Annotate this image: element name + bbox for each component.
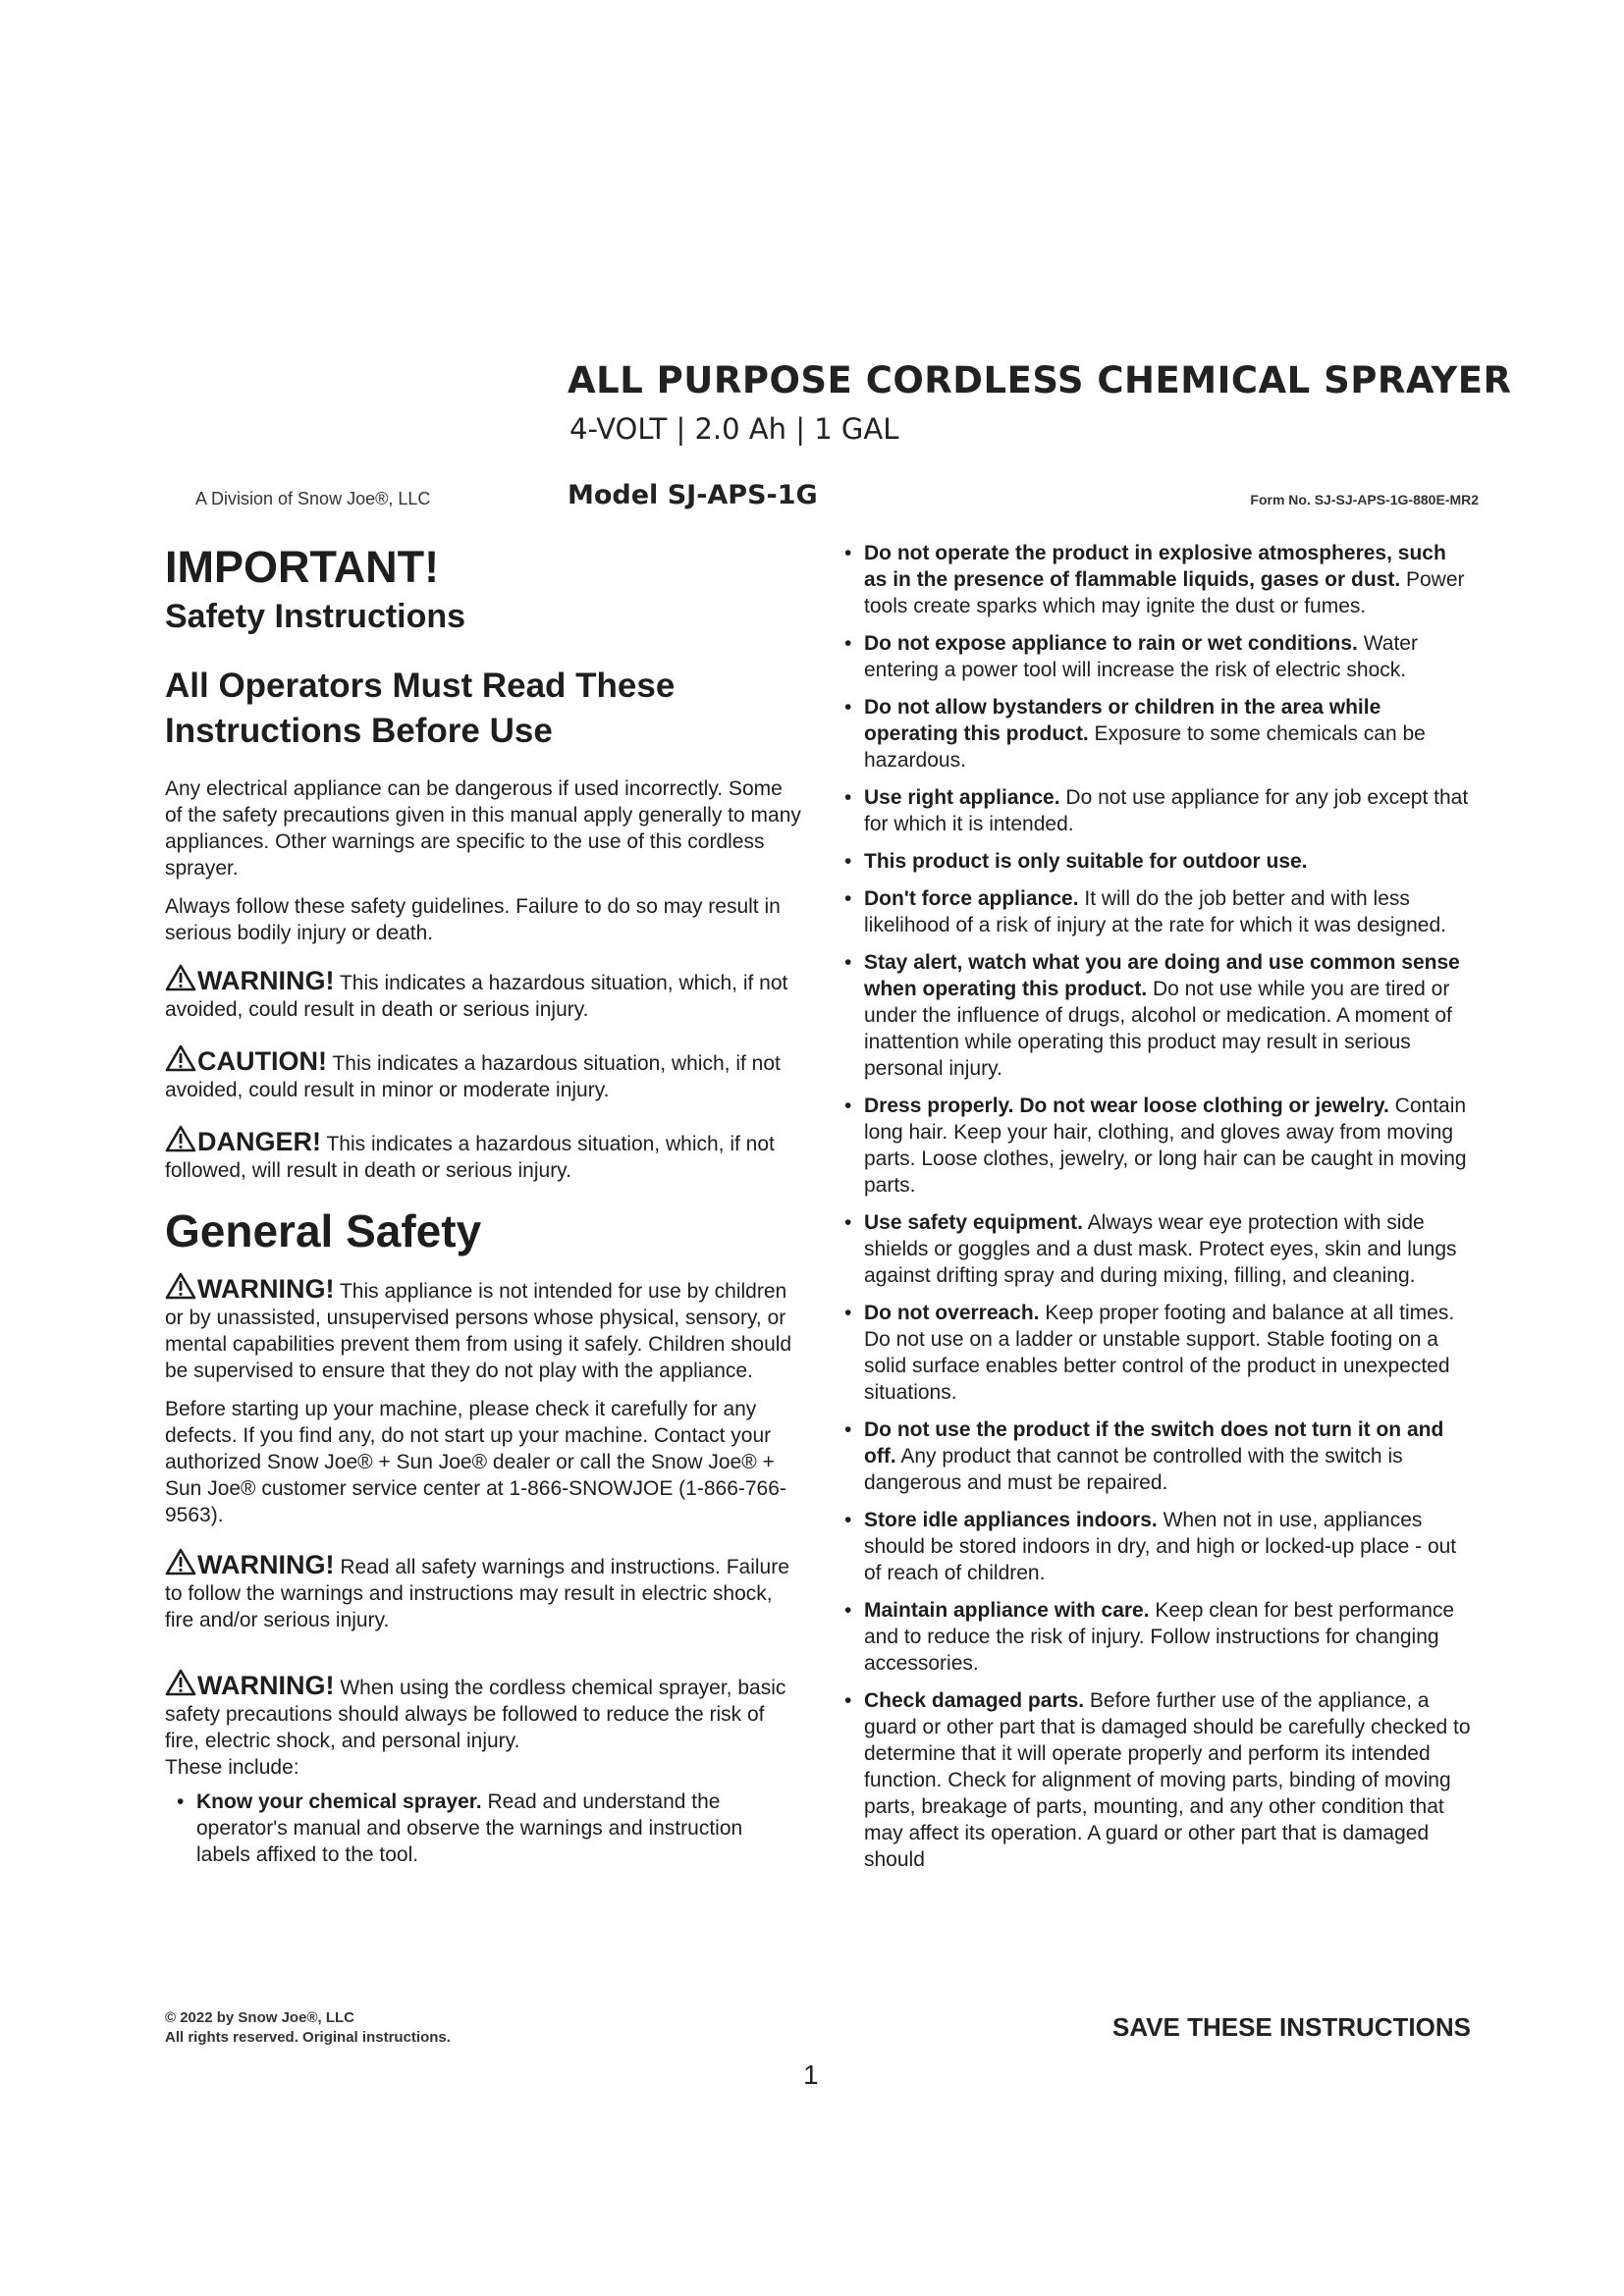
general-safety-heading: General Safety [165,1205,482,1256]
guidelines-paragraph: Always follow these safety guidelines. Failure to do so may result in serious bodily injury or death. [165,895,781,944]
notice-text: Read all safety warnings and instructions. Failure to follow the warnings and instructions may result in electric shock, fire and/or serious injury. [165,1556,789,1631]
bullet-lead: Do not use the product if the switch does not turn it on and off. [864,1418,1444,1468]
bullet-lead: Do not expose appliance to rain or wet conditions. [864,632,1358,655]
important-heading: IMPORTANT! [165,542,440,592]
copyright [165,2008,451,2048]
bullet-lead: Know your chemical sprayer. [196,1790,482,1813]
bullet-text: Read and understand the operator's manual and observe the warnings and instruction labels affixed to the tool. [196,1790,743,1866]
list-item [840,1597,1473,1677]
notice-text: This indicates a hazardous situation, which, if not avoided, could result in death or serious injury. [165,972,788,1021]
model-number: Model SJ-APS-1G [568,480,818,510]
rights-line: All rights reserved. Original instructions. [165,2029,451,2046]
bullet-text: Contain long hair. Keep your hair, clothing, and gloves away from moving parts. Loose clothes, jewelry, or long hair can be caught in moving parts. [864,1095,1467,1197]
bullet-lead: Stay alert, watch what you are doing and use common sense when operating this product. [864,951,1460,1000]
bullet-lead: Do not overreach. [864,1302,1040,1324]
bullet-text: Any product that cannot be controlled with the switch is dangerous and must be repaired. [864,1445,1403,1494]
bullet-lead: Use right appliance. [864,786,1060,809]
warning-triangle-icon [165,1272,196,1300]
bullet-lead: This product is only suitable for outdoor use. [864,850,1308,873]
bullet-text: Water entering a power tool will increase the risk of electric shock. [864,632,1418,681]
list-item [840,694,1473,774]
caution-notice [165,1044,801,1103]
signal-word: WARNING! [197,1671,335,1700]
bullet-lead: Store idle appliances indoors. [864,1509,1158,1531]
bullet-text: Keep clean for best performance and to reduce the risk of injury. Follow instructions for changing accessories. [864,1599,1455,1675]
signal-word: WARNING! [197,1274,335,1304]
danger-notice [165,1125,801,1184]
signal-word: WARNING! [197,966,335,995]
bullet-text: Exposure to some chemicals can be hazardous. [864,722,1426,772]
read-warnings-notice [165,1548,801,1633]
signal-word: CAUTION! [197,1046,327,1076]
bullet-lead: Dress properly. Do not wear loose clothing or jewelry. [864,1095,1389,1117]
bullet-lead: Do not operate the product in explosive atmospheres, such as in the presence of flammable liquids, gases or dust. [864,542,1446,591]
list-item [840,540,1473,619]
division-label: A Division of Snow Joe®, LLC [195,489,431,508]
intro-paragraph: Any electrical appliance can be dangerous if used incorrectly. Some of the safety precautions given in this manual apply generally to many appliances. Other warnings are specific to the use of this cordless sprayer. [165,777,801,880]
warning-triangle-icon [165,1669,196,1696]
warning-triangle-icon [165,1044,196,1072]
left-column [165,540,801,1879]
bullet-text: Do not use appliance for any job except that for which it is intended. [864,786,1469,835]
list-item [840,630,1473,683]
signal-word: DANGER! [197,1127,321,1156]
product-spec: 4-VOLT | 2.0 Ah | 1 GAL [569,412,899,446]
safety-instructions-heading: Safety Instructions [165,598,466,635]
list-item [840,1300,1473,1406]
list-item [173,1789,801,1868]
right-column [840,540,1473,1884]
bullet-text: Do not use while you are tired or under the influence of drugs, alcohol or medication. A moment of inattention while operating this product may result in serious personal injury. [864,978,1452,1080]
bullet-lead: Maintain appliance with care. [864,1599,1150,1622]
list-item [840,1507,1473,1586]
bullet-lead: Use safety equipment. [864,1211,1083,1234]
list-item [840,1093,1473,1199]
warning-notice [165,964,801,1023]
list-item [840,848,1473,875]
form-number: Form No. SJ-SJ-APS-1G-880E-MR2 [1250,492,1479,507]
page-number: 1 [803,2059,819,2090]
save-instructions: SAVE THESE INSTRUCTIONS [1111,2012,1471,2042]
bullet-text: Always wear eye protection with side shields or goggles and a dust mask. Protect eyes, skin and lungs against drifting spray and during mixing, filling, and cleaning. [864,1211,1457,1287]
bullet-lead: Don't force appliance. [864,887,1079,910]
bullet-text: Power tools create sparks which may ignite the dust or fumes. [864,568,1465,617]
bullet-lead: Do not allow bystanders or children in the area while operating this product. [864,696,1381,745]
signal-word: WARNING! [197,1550,335,1579]
bullet-lead: Check damaged parts. [864,1689,1085,1712]
warning-triangle-icon [165,1548,196,1575]
list-item [840,1209,1473,1289]
product-title: ALL PURPOSE CORDLESS CHEMICAL SPRAYER [568,359,1512,401]
warning-triangle-icon [165,964,196,991]
inspection-paragraph: Before starting up your machine, please check it carefully for any defects. If you find any, do not start up your machine. Contact your authorized Snow Joe® + Sun Joe® dealer or call the Snow Joe® + Sun Joe® customer service center at 1-866-SNOWJOE (1-866-766-9563). [165,1398,786,1526]
list-item [840,1687,1473,1873]
warning-triangle-icon [165,1125,196,1152]
left-bullet-list [165,1789,801,1868]
basic-precautions-notice [165,1669,801,1754]
bullet-text: When not in use, appliances should be stored indoors in dry, and high or locked-up place - out of reach of children. [864,1509,1457,1584]
copyright-line: © 2022 by Snow Joe®, LLC [165,2009,354,2026]
notice-text: This appliance is not intended for use by children or by unassisted, unsupervised persons whose physical, sensory, or mental capabilities prevent them from using it safely. Children should be supervised to ensure that they do not play with the appliance. [165,1280,792,1382]
operators-heading: All Operators Must Read These Instructions Before Use [165,667,676,750]
bullet-text: Before further use of the appliance, a guard or other part that is damaged should be carefully checked to determine that it will operate properly and perform its intended function. Check for alignment of moving parts, binding of moving parts, breakage of parts, mounting, and any other condition that may affect its operation. A guard or other part that is damaged should [864,1689,1471,1871]
list-item [840,784,1473,837]
list-item [840,949,1473,1082]
list-item [840,1416,1473,1496]
children-warning [165,1272,801,1384]
these-include-label: These include: [165,1756,299,1779]
list-item [840,885,1473,938]
bullet-text: Keep proper footing and balance at all times. Do not use on a ladder or unstable support. Stable footing on a solid surface enables better control of the product in unexpected situations. [864,1302,1455,1404]
right-bullet-list [840,540,1473,1873]
notice-text: This indicates a hazardous situation, which, if not avoided, could result in minor or moderate injury. [165,1052,781,1101]
bullet-text: It will do the job better and with less likelihood of a risk of injury at the rate for which it was designed. [864,887,1446,936]
notice-text: This indicates a hazardous situation, which, if not followed, will result in death or serious injury. [165,1133,775,1182]
notice-text: When using the cordless chemical sprayer, basic safety precautions should always be followed to reduce the risk of fire, electric shock, and personal injury. [165,1677,786,1752]
